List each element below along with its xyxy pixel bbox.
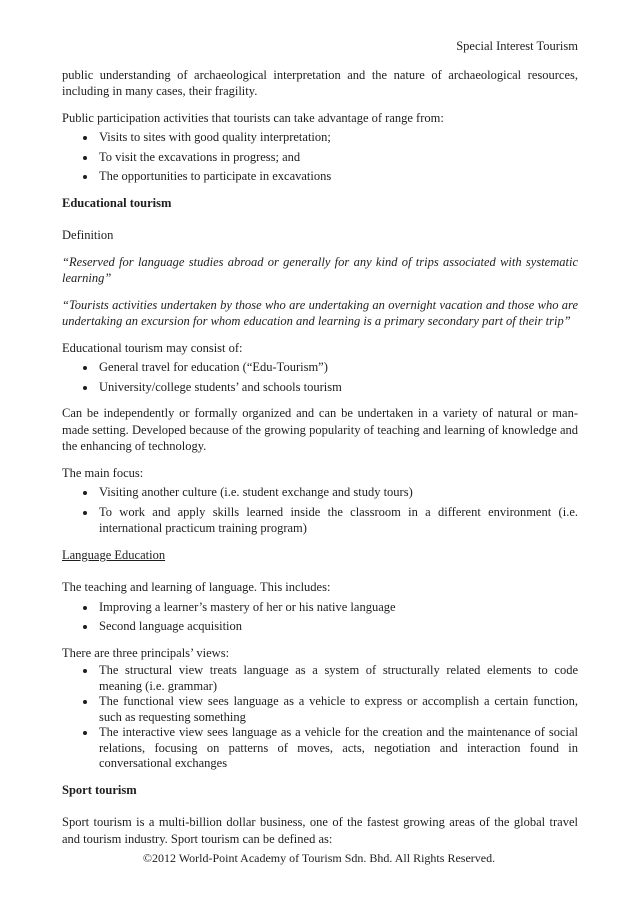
list-item: • The interactive view sees language as a vehicle for the creation and the maintenance of social relations, focusing on patterns of moves, acts, negotiation and interaction found in conversational exchanges (97, 725, 578, 772)
paragraph-sport: Sport tourism is a multi-billion dollar business, one of the fastest growing areas of the global travel and tourism industry. Sport tourism can be defined as: (62, 815, 578, 846)
paragraph-teaching: The teaching and learning of language. This includes: (62, 580, 331, 594)
section-heading-sport-tourism: Sport tourism (62, 782, 137, 797)
list-item: • University/college students’ and schools tourism (97, 379, 578, 396)
bullet-list-teaching (62, 599, 578, 635)
quote-definition-1: “Reserved for language studies abroad or generally for any kind of trips associated with systematic learning” (62, 254, 578, 285)
section-heading-language-education: Language Education (62, 547, 166, 562)
paragraph-organized: Can be independently or formally organized and can be undertaken in a variety of natural or man-made setting. Developed because of the growing popularity of teaching and learning of knowledge and the enhancing of technology. (62, 406, 578, 453)
bullet-list-participation (62, 129, 578, 185)
paragraph-consist: Educational tourism may consist of: (62, 340, 243, 355)
list-item: • The structural view treats language as a system of structurally related elements to code meaning (i.e. grammar) (97, 663, 578, 694)
paragraph-main-focus: The main focus: (62, 465, 144, 480)
paragraph-intro: public understanding of archaeological interpretation and the nature of archaeological resources, including in many cases, their fragility. (62, 67, 578, 98)
paragraph-participation: Public participation activities that tourists can take advantage of range from: (62, 110, 444, 125)
definition-label: Definition (62, 228, 114, 242)
section-heading-educational-tourism: Educational tourism (62, 195, 172, 210)
list-item: • Visiting another culture (i.e. student exchange and study tours) (97, 484, 578, 501)
list-item: • General travel for education (“Edu-Tourism”) (97, 359, 578, 376)
bullet-list-consist (62, 359, 578, 395)
list-item: • To work and apply skills learned inside the classroom in a different environment (i.e. international practicum training program) (97, 504, 578, 537)
list-item: • Visits to sites with good quality interpretation; (97, 129, 578, 146)
list-item: • Improving a learner’s mastery of her or his native language (97, 599, 578, 616)
footer-copyright: ©2012 World-Point Academy of Tourism Sdn. Bhd. All Rights Reserved. (142, 851, 496, 865)
list-item: • Second language acquisition (97, 618, 578, 635)
paragraph-views: There are three principals’ views: (62, 645, 230, 660)
bullet-list-main-focus (62, 484, 578, 537)
quote-definition-2: “Tourists activities undertaken by those who are undertaking an overnight vacation and those who are undertaking an excursion for whom education and learning is a primary secondary part of their trip” (62, 297, 578, 328)
list-item: • The functional view sees language as a vehicle to express or accomplish a certain function, such as requesting something (97, 694, 578, 725)
list-item: • To visit the excavations in progress; and (97, 149, 578, 166)
page-header-title: Special Interest Tourism (456, 39, 578, 53)
bullet-list-views (62, 663, 578, 772)
list-item: • The opportunities to participate in excavations (97, 168, 578, 185)
